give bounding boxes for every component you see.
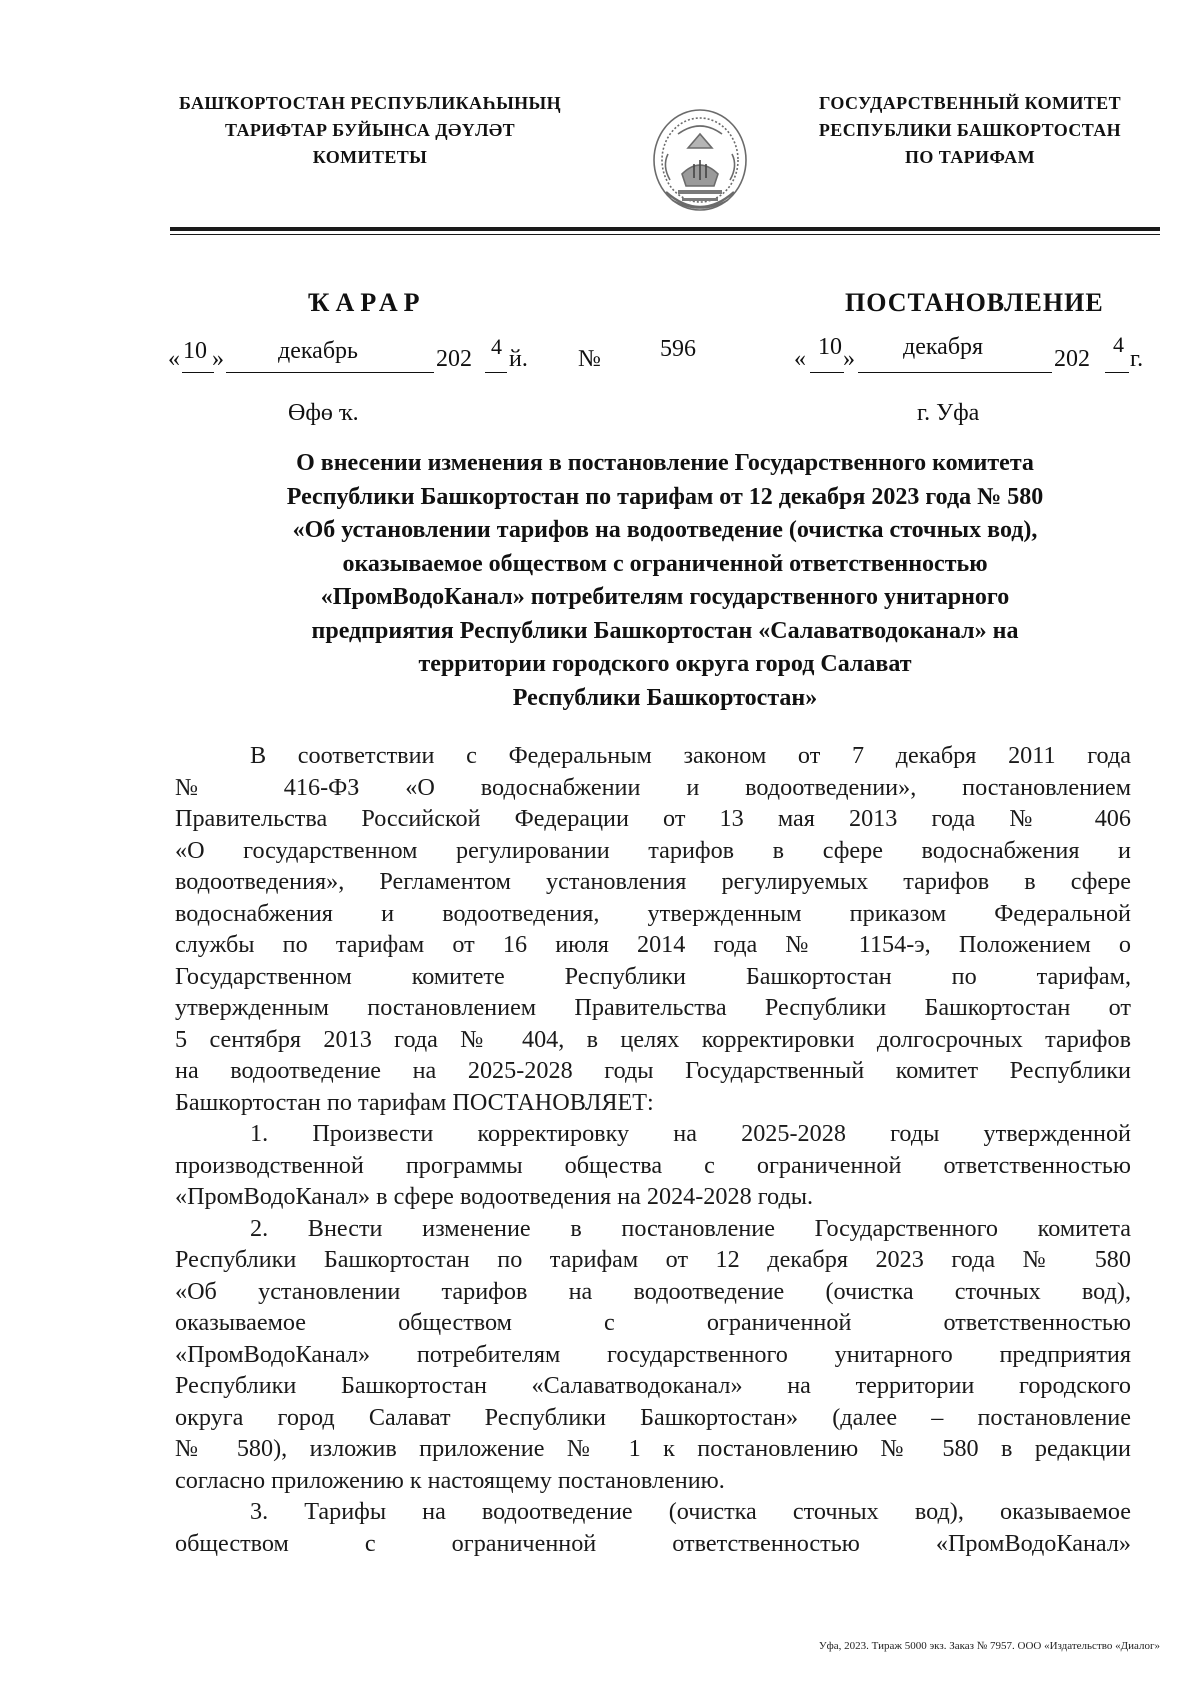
doc-type-bashkir: ҠАРАР <box>308 288 426 317</box>
header-left-line-1: БАШҠОРТОСТАН РЕСПУБЛИКАҺЫНЫҢ <box>178 93 562 113</box>
date-right-month: декабря <box>903 334 984 360</box>
body-line: 3. Тарифы на водоотведение (очистка сточных вод), оказываемое <box>250 1498 1131 1525</box>
date-right-year-underline <box>1105 372 1129 373</box>
body-line: оказываемое обществом с ограниченной ответственностью <box>175 1309 1131 1336</box>
body-line: «О государственном регулировании тарифов в сфере водоснабжения и <box>175 836 1131 864</box>
date-left-year-underline <box>485 372 507 373</box>
body-line: округа город Салават Республики Башкортостан» (далее – постановление <box>175 1403 1131 1431</box>
date-left-month-underline <box>226 372 434 373</box>
date-right-day-underline <box>810 372 844 373</box>
body-line: Государственном комитете Республики Башкортостан по тарифам, <box>175 962 1131 990</box>
body-line: № 416-ФЗ «О водоснабжении и водоотведении», постановлением <box>175 773 1131 801</box>
body-line: утвержденным постановлением Правительства Республики Башкортостан от <box>175 994 1131 1021</box>
date-left-open-quote: « <box>168 346 180 372</box>
title-line: предприятия Республики Башкортостан «Салаватводоканал» на <box>311 617 1019 644</box>
body-line: согласно приложению к настоящему постановлению. <box>175 1466 725 1494</box>
date-left-day-underline <box>182 372 214 373</box>
header-right-block <box>780 90 1160 171</box>
body-line: «ПромВодоКанал» в сфере водоотведения на 2024-2028 годы. <box>175 1183 814 1210</box>
document-number: 596 <box>660 336 696 362</box>
date-right-close-quote: » <box>843 346 855 372</box>
title-line: О внесении изменения в постановление Государственного комитета <box>296 450 1034 476</box>
header-left-block <box>150 90 590 171</box>
body-line: обществом с ограниченной ответственностью «ПромВодоКанал» <box>175 1529 1131 1557</box>
body-line: 5 сентября 2013 года № 404, в целях корректировки долгосрочных тарифов <box>175 1025 1131 1053</box>
title-line: Республики Башкортостан по тарифам от 12 декабря 2023 года № 580 <box>286 483 1044 510</box>
date-left-suffix: й. <box>509 346 528 372</box>
title-line: «ПромВодоКанал» потребителям государственного унитарного <box>320 584 1010 610</box>
header-divider-thick <box>170 227 1160 231</box>
body-line: Башкортостан по тарифам ПОСТАНОВЛЯЕТ: <box>175 1088 654 1116</box>
title-line: территории городского округа город Салават <box>418 651 912 677</box>
coat-of-arms-emblem-icon <box>648 104 752 226</box>
header-left-line-3: КОМИТЕТЫ <box>312 147 428 167</box>
body-line: № 580), изложив приложение № 1 к постановлению № 580 в редакции <box>175 1435 1131 1462</box>
body-line: на водоотведение на 2025-2028 годы Государственный комитет Республики <box>175 1057 1131 1084</box>
body-line: Республики Башкортостан «Салаватводоканал» на территории городского <box>175 1372 1131 1399</box>
date-left-month: декабрь <box>278 338 358 364</box>
date-right-year-prefix: 202 <box>1054 346 1090 372</box>
header-right-line-1: ГОСУДАРСТВЕННЫЙ КОМИТЕТ <box>819 93 1121 113</box>
date-left-year-digit: 4 <box>491 334 502 359</box>
doc-type-russian: ПОСТАНОВЛЕНИЕ <box>845 288 1104 317</box>
body-line: водоотведения», Регламентом установления регулируемых тарифов в сфере <box>175 868 1131 895</box>
body-line: службы по тарифам от 16 июля 2014 года № 1154-э, Положением о <box>175 931 1131 958</box>
document-number-sign: № <box>578 346 601 372</box>
place-bashkir: Өфө ҡ. <box>288 400 359 426</box>
date-right-day: 10 <box>818 334 842 360</box>
date-left-day: 10 <box>183 338 207 364</box>
header-divider-thin <box>170 234 1160 235</box>
body-line: В соответствии с Федеральным законом от 7 декабря 2011 года <box>250 742 1131 769</box>
header-right-line-2: РЕСПУБЛИКИ БАШКОРТОСТАН <box>818 120 1122 140</box>
body-line: «Об установлении тарифов на водоотведение (очистка сточных вод), <box>175 1277 1131 1305</box>
title-line: оказываемое обществом с ограниченной ответственностью <box>342 550 988 577</box>
date-right-month-underline <box>858 372 1052 373</box>
body-line: водоснабжения и водоотведения, утвержденным приказом Федеральной <box>175 899 1131 927</box>
date-right-suffix: г. <box>1130 346 1144 372</box>
date-left-close-quote: » <box>212 346 224 372</box>
body-line: 1. Произвести корректировку на 2025-2028 годы утвержденной <box>250 1120 1131 1147</box>
date-left-year-prefix: 202 <box>436 346 472 372</box>
header-right-line-3: ПО ТАРИФАМ <box>905 147 1035 167</box>
date-right-year-digit: 4 <box>1113 332 1124 357</box>
document-title <box>170 447 1160 715</box>
printer-footer: Уфа, 2023. Тираж 5000 экз. Заказ № 7957. ООО «Издательство «Диалог» <box>818 1640 1160 1652</box>
place-russian: г. Уфа <box>917 400 980 426</box>
title-line: Республики Башкортостан» <box>512 684 818 711</box>
body-line: 2. Внести изменение в постановление Государственного комитета <box>250 1214 1131 1242</box>
document-body <box>175 740 1131 1559</box>
body-line: «ПромВодоКанал» потребителям государственного унитарного предприятия <box>175 1340 1131 1368</box>
body-line: Правительства Российской Федерации от 13 мая 2013 года № 406 <box>175 805 1131 832</box>
title-line: «Об установлении тарифов на водоотведение (очистка сточных вод), <box>292 517 1038 543</box>
date-right-open-quote: « <box>794 346 806 372</box>
body-line: производственной программы общества с ограниченной ответственностью <box>175 1151 1131 1179</box>
header-left-line-2: ТАРИФТАР БУЙЫНСА ДӘҮЛӘТ <box>224 120 516 140</box>
body-line: Республики Башкортостан по тарифам от 12 декабря 2023 года № 580 <box>175 1246 1131 1273</box>
